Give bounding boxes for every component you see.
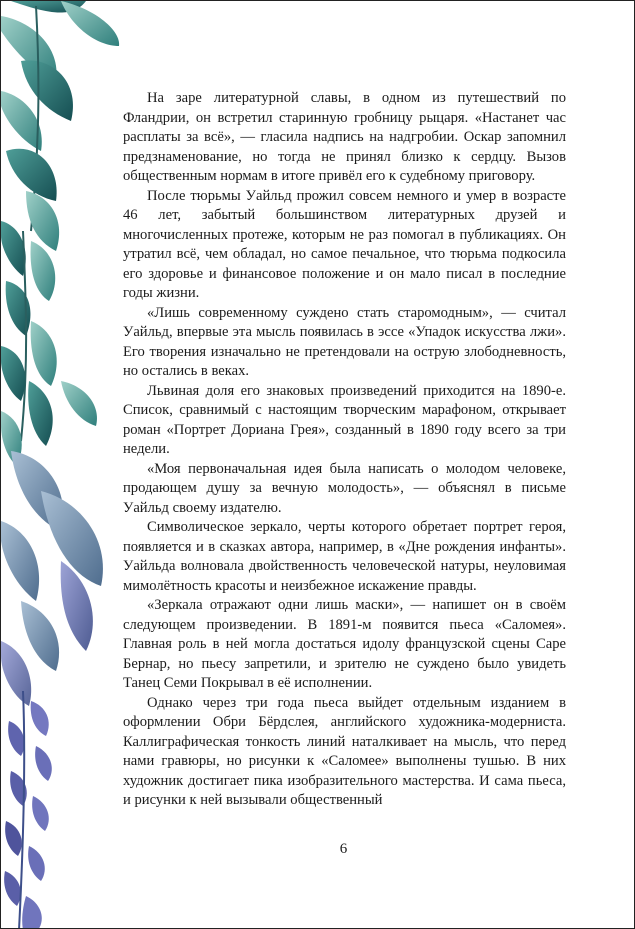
paragraph: «Зеркала отражают одни лишь маски», — напишет он в своём следующем произведении. В 1891-м появится пьеса «Саломея». Главная роль в ней могла достаться идолу французской сцены Саре Бернар, но пьесу запретили, и зрителю не суждено было увидеть Танец Семи Покрывал в её исполнении. xyxy=(123,597,566,691)
paragraph: Львиная доля его знаковых произведений приходится на 1890-е. Список, сравнимый с настоящим творческим марафоном, открывает роман «Портрет Дориана Грея», созданный в 1890 году всего за три недели. xyxy=(123,382,566,457)
paragraph: «Моя первоначальная идея была написать о молодом человеке, продающем душу за вечную молодость», — объяснял в письме Уайльд своему издателю. xyxy=(123,460,566,516)
paragraph: Символическое зеркало, черты которого обретает портрет героя, появляется и в сказках автора, например, в «Дне рождения инфанты». Уайльда волновала двойственность человеческой натуры, неуловимая мимолётность красоты и неизбежное искажение правды. xyxy=(123,519,566,594)
paragraph: На заре литературной славы, в одном из путешествий по Фландрии, он встретил старинную гробницу рыцаря. «Настанет час расплаты за всё», — гласила надпись на надгробии. Оскар запомнил предзнаменование, но тогда не принял близко к сердцу. Вызов общественным нормам в итоге привёл его к судебному приговору. xyxy=(123,90,566,184)
body-text xyxy=(123,89,566,811)
page-number: 6 xyxy=(339,841,348,857)
paragraph: «Лишь современному суждено стать старомодным», — считал Уайльд, впервые эта мысль появилась в эссе «Упадок искусства лжи». Его творения изначально не претендовали на острую злободневность, но остались в веках. xyxy=(123,304,566,379)
paragraph: Однако через три года пьеса выйдет отдельным изданием в оформлении Обри Бёрдслея, английского художника-модерниста. Каллиграфическая тонкость линий наталкивает на мысль, что перед нами гравюры, но рисунки к «Саломее» выполнены тушью. В них художник достигает пика изобразительного мастерства. И сама пьеса, и рисунки к ней вызывали общественный xyxy=(123,694,566,808)
paragraph: После тюрьмы Уайльд прожил совсем немного и умер в возрасте 46 лет, забытый большинством литературных друзей и многочисленных протеже, которым не раз помогал в публикациях. Он утратил всё, чем обладал, но самое печальное, что тюрьма подкосила его здоровье и финансовое положение и он мало писал в последние годы жизни. xyxy=(123,187,566,301)
